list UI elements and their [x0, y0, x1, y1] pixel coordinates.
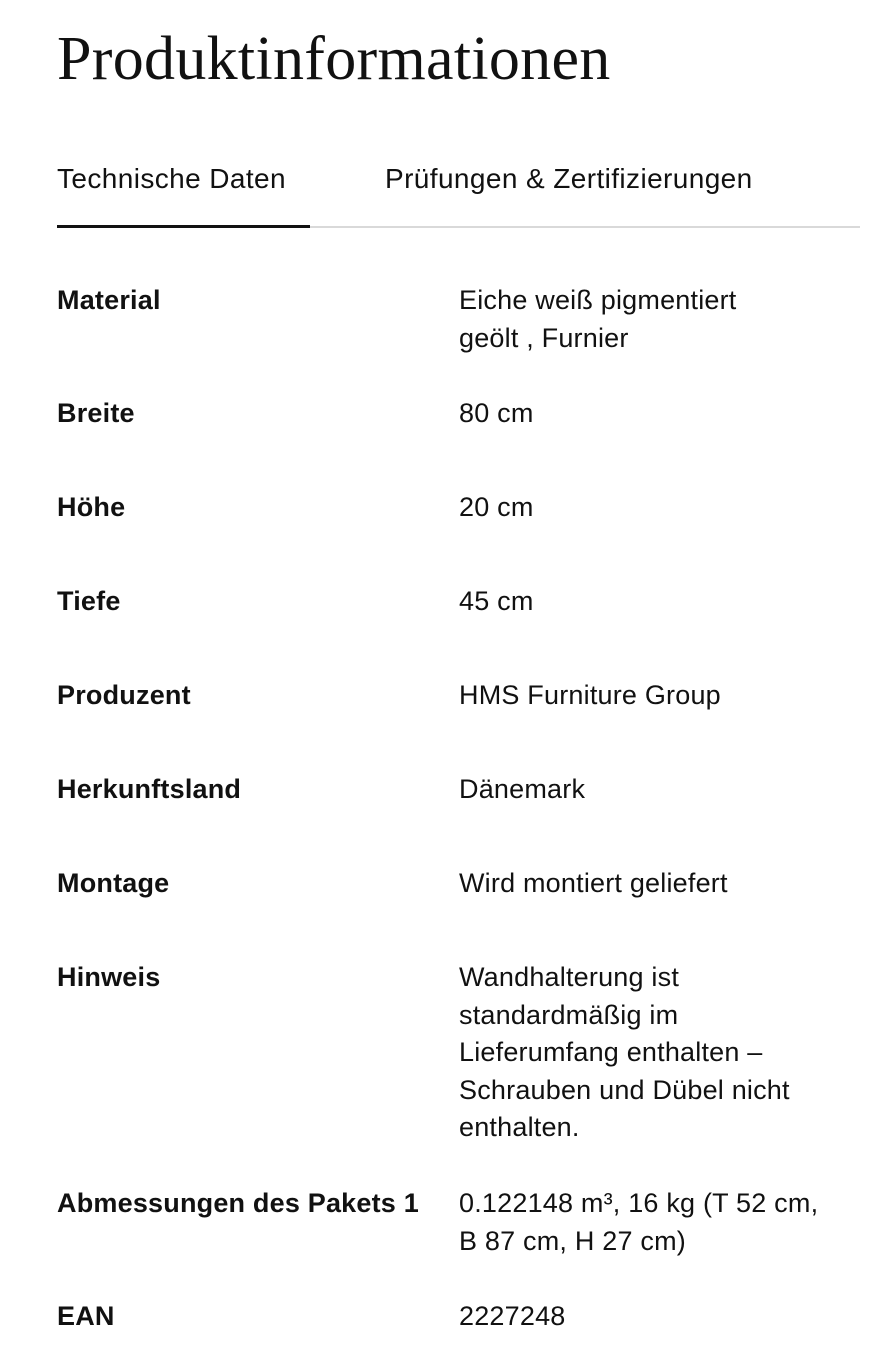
spec-value: 0.122148 m³, 16 kg (T 52 cm, B 87 cm, H 27 cm)	[459, 1188, 819, 1256]
spec-label: Abmessungen des Pakets 1	[57, 1188, 419, 1218]
spec-label: Montage	[57, 868, 170, 898]
active-tab-indicator	[57, 225, 310, 228]
spec-label: Höhe	[57, 492, 126, 522]
tab-pruefungen-zertifizierungen[interactable]: Prüfungen & Zertifizierungen	[385, 163, 753, 194]
spec-value: 20 cm	[459, 492, 534, 522]
spec-label: Hinweis	[57, 962, 161, 992]
tab-technische-daten[interactable]: Technische Daten	[57, 163, 286, 194]
spec-value: Wandhalterung ist standardmäßig im Lieferumfang enthalten – Schrauben und Dübel nicht enthalten.	[459, 962, 790, 1142]
spec-value: 80 cm	[459, 398, 534, 428]
spec-value: Dänemark	[459, 774, 586, 804]
spec-label: Breite	[57, 398, 135, 428]
spec-value: 45 cm	[459, 586, 534, 616]
spec-value: Eiche weiß pigmentiert geölt , Furnier	[459, 285, 737, 353]
product-info-tabs	[57, 150, 860, 228]
spec-label: Tiefe	[57, 586, 121, 616]
spec-value: 2227248	[459, 1301, 566, 1331]
spec-label: Material	[57, 285, 161, 315]
spec-label: Herkunftsland	[57, 774, 242, 804]
spec-value: Wird montiert geliefert	[459, 868, 728, 898]
page-title: Produktinformationen	[57, 25, 611, 93]
spec-label: Produzent	[57, 680, 191, 710]
spec-value: HMS Furniture Group	[459, 680, 721, 710]
spec-label: EAN	[57, 1301, 115, 1331]
